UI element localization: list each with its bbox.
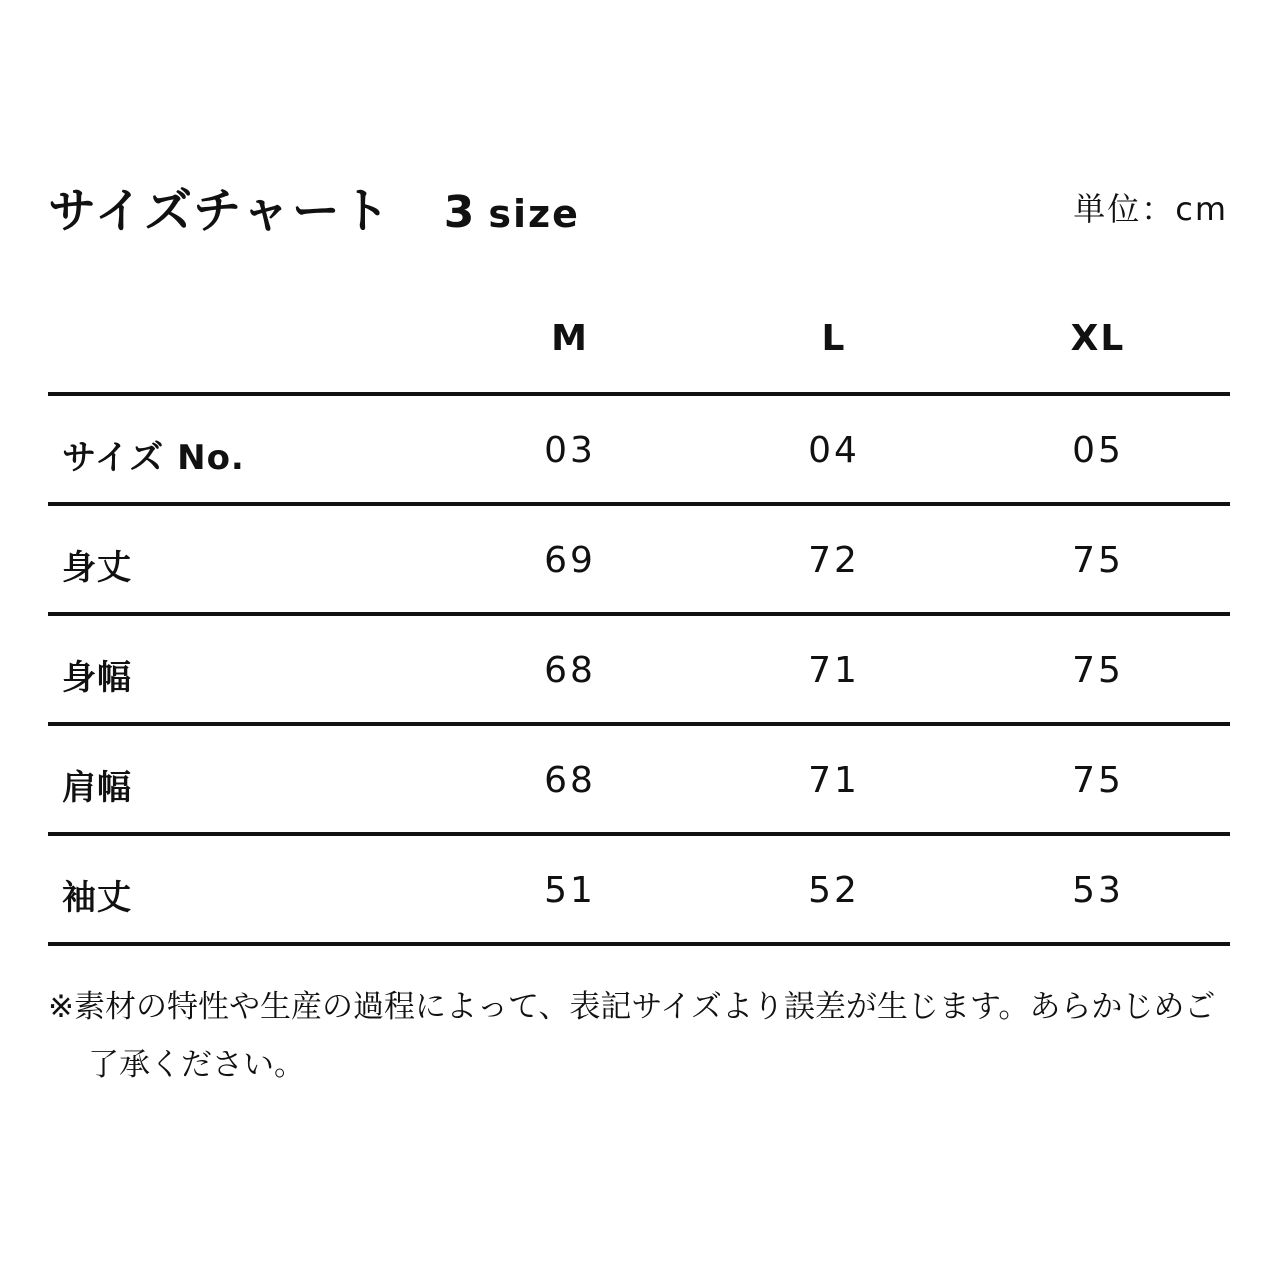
page-title (48, 172, 580, 241)
cell-l: 71 (808, 760, 860, 801)
row-label: 肩幅 (62, 768, 132, 808)
cell-l: 04 (808, 430, 860, 471)
size-count: 3 (443, 187, 477, 238)
cell-xl: 75 (1072, 650, 1124, 691)
cell-l: 72 (808, 540, 860, 581)
cell-m: 03 (544, 430, 596, 471)
cell-m: 68 (544, 760, 596, 801)
column-header-xl: XL (1070, 318, 1126, 359)
cell-m: 68 (544, 650, 596, 691)
row-label: 身幅 (62, 658, 132, 698)
table-row-shoulder-width (48, 722, 1230, 832)
column-header-l: L (821, 318, 847, 359)
unit-label: 単位：cm (1073, 190, 1228, 228)
row-label: サイズ No. (62, 438, 245, 478)
table-row-body-length (48, 502, 1230, 612)
table-row-sleeve-length (48, 832, 1230, 946)
cell-xl: 75 (1072, 540, 1124, 581)
size-word: size (488, 192, 580, 236)
cell-xl: 53 (1072, 870, 1124, 911)
row-label: 袖丈 (62, 878, 132, 918)
cell-xl: 75 (1072, 760, 1124, 801)
cell-l: 71 (808, 650, 860, 691)
table-row-body-width (48, 612, 1230, 722)
disclaimer-note: ※素材の特性や生産の過程によって、表記サイズより誤差が生じます。あらかじめご了承ください。 (48, 989, 1216, 1083)
table-row-size-no (48, 392, 1230, 502)
column-header-row (48, 318, 1230, 368)
cell-xl: 05 (1072, 430, 1124, 471)
cell-m: 69 (544, 540, 596, 581)
cell-m: 51 (544, 870, 596, 911)
row-label: 身丈 (62, 548, 132, 588)
size-table (48, 392, 1230, 946)
cell-l: 52 (808, 870, 860, 911)
column-header-m: M (551, 318, 589, 359)
title-main: サイズチャート (48, 183, 392, 239)
